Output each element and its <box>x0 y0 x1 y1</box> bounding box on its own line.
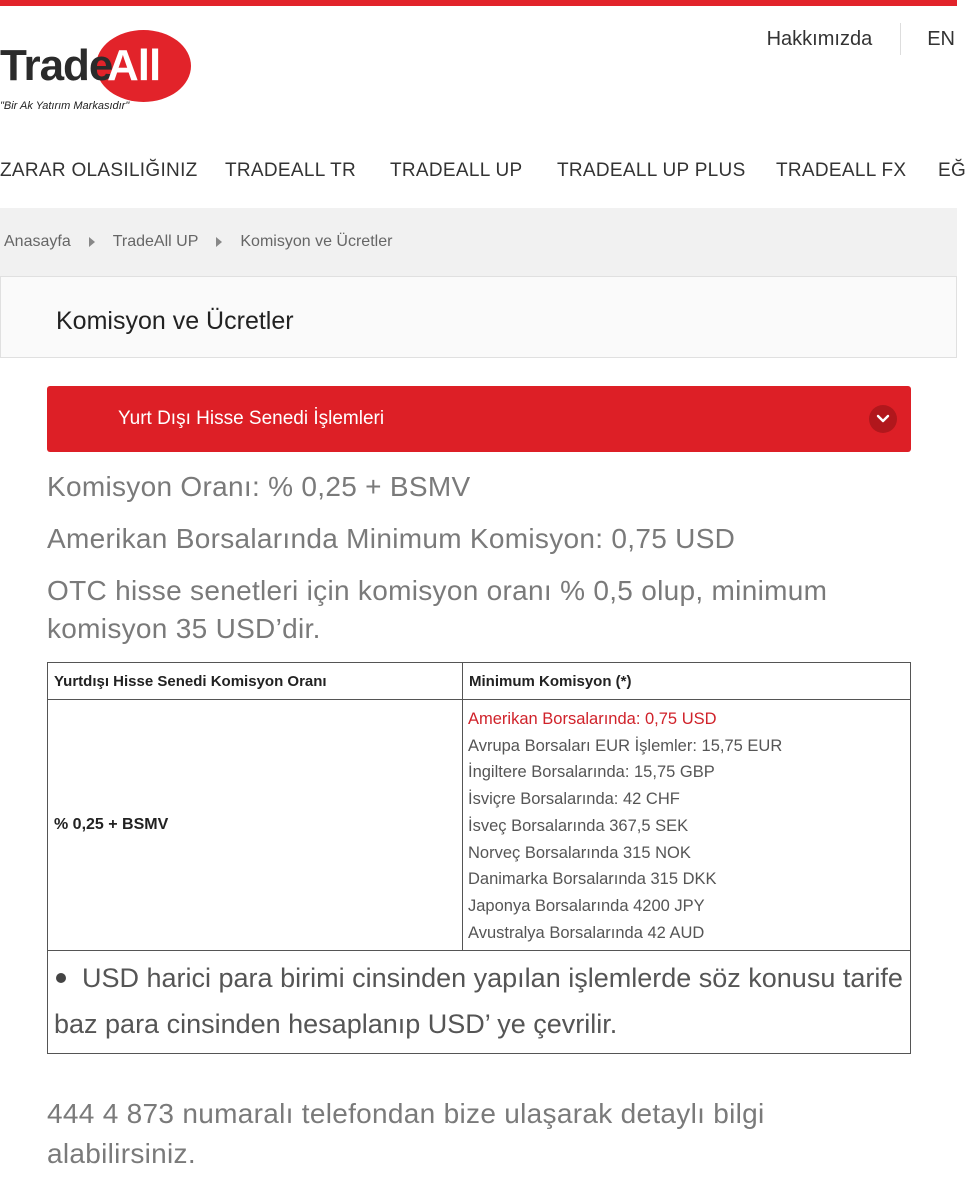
minimum-item-sweden: İsveç Borsalarında 367,5 SEK <box>468 816 689 835</box>
minimum-item-us: Amerikan Borsalarında: 0,75 USD <box>468 710 717 728</box>
tradeall-logo[interactable] <box>0 28 200 120</box>
breadcrumb-arrow-icon <box>216 237 222 247</box>
bullet-icon <box>56 973 66 983</box>
nav-item-zarar-olasiliginiz[interactable]: ZARAR OLASILIĞINIZ <box>0 160 198 181</box>
page-title: Komisyon ve Ücretler <box>56 307 294 335</box>
breadcrumb-tradeall-up[interactable]: TradeAll UP <box>112 233 199 250</box>
nav-item-truncated[interactable]: EĞ <box>938 160 966 181</box>
breadcrumb-arrow-icon <box>89 237 95 247</box>
table-note-row <box>48 951 911 1054</box>
page-title-box <box>0 276 957 358</box>
nav-item-tradeall-tr[interactable]: TRADEALL TR <box>225 160 357 181</box>
breadcrumb-home[interactable]: Anasayfa <box>4 233 71 250</box>
main-nav <box>0 150 966 194</box>
contact-text: 444 4 873 numaralı telefondan bize ulaşarak detaylı bilgi alabilirsiniz. <box>47 1098 765 1169</box>
breadcrumb-current: Komisyon ve Ücretler <box>240 233 393 250</box>
about-link[interactable]: Hakkımızda <box>766 27 873 50</box>
us-minimum-text: Amerikan Borsalarında Minimum Komisyon: 0,75 USD <box>47 523 736 554</box>
nav-item-tradeall-up-plus[interactable]: TRADEALL UP PLUS <box>557 160 746 181</box>
minimum-list-cell <box>463 700 911 951</box>
top-accent-bar <box>0 0 957 6</box>
logo-text-all: All <box>107 41 161 90</box>
minimum-item-uk: İngiltere Borsalarında: 15,75 GBP <box>468 763 715 782</box>
header-links <box>767 22 957 56</box>
commission-rate-text: Komisyon Oranı: % 0,25 + BSMV <box>47 471 471 502</box>
table-note-cell <box>48 951 911 1054</box>
minimum-item-australia: Avustralya Borsalarında 42 AUD <box>468 923 705 942</box>
currency-note: USD harici para birimi cinsinden yapılan işlemlerde söz konusu tarife baz para cinsinden hesaplanıp USD’ ye çevrilir. <box>54 963 903 1040</box>
chevron-down-icon[interactable] <box>869 405 897 433</box>
table-row <box>48 700 911 951</box>
table-header-minimum: Minimum Komisyon (*) <box>463 663 911 700</box>
otc-note-text: OTC hisse senetleri için komisyon oranı % 0,5 olup, minimum komisyon 35 USD’dir. <box>47 575 828 644</box>
accordion-header[interactable] <box>47 386 911 452</box>
commission-table <box>47 662 911 1054</box>
logo-tagline: "Bir Ak Yatırım Markasıdır" <box>0 100 130 112</box>
table-header-rate: Yurtdışı Hisse Senedi Komisyon Oranı <box>48 663 463 700</box>
nav-item-tradeall-up[interactable]: TRADEALL UP <box>390 160 523 181</box>
minimum-item-europe: Avrupa Borsaları EUR İşlemler: 15,75 EUR <box>468 736 783 755</box>
breadcrumb <box>0 208 957 276</box>
language-switch[interactable]: EN <box>927 27 955 50</box>
minimum-item-switzerland: İsviçre Borsalarında: 42 CHF <box>468 790 680 809</box>
table-header-row <box>48 663 911 700</box>
accordion-title: Yurt Dışı Hisse Senedi İşlemleri <box>118 408 385 429</box>
minimum-item-denmark: Danimarka Borsalarında 315 DKK <box>468 870 717 889</box>
header-divider <box>900 23 901 55</box>
rate-cell: % 0,25 + BSMV <box>48 700 463 951</box>
logo-text-trade: Trade <box>0 41 113 90</box>
minimum-item-japan: Japonya Borsalarında 4200 JPY <box>468 896 705 915</box>
nav-item-tradeall-fx[interactable]: TRADEALL FX <box>776 160 907 181</box>
minimum-item-norway: Norveç Borsalarında 315 NOK <box>468 843 691 862</box>
